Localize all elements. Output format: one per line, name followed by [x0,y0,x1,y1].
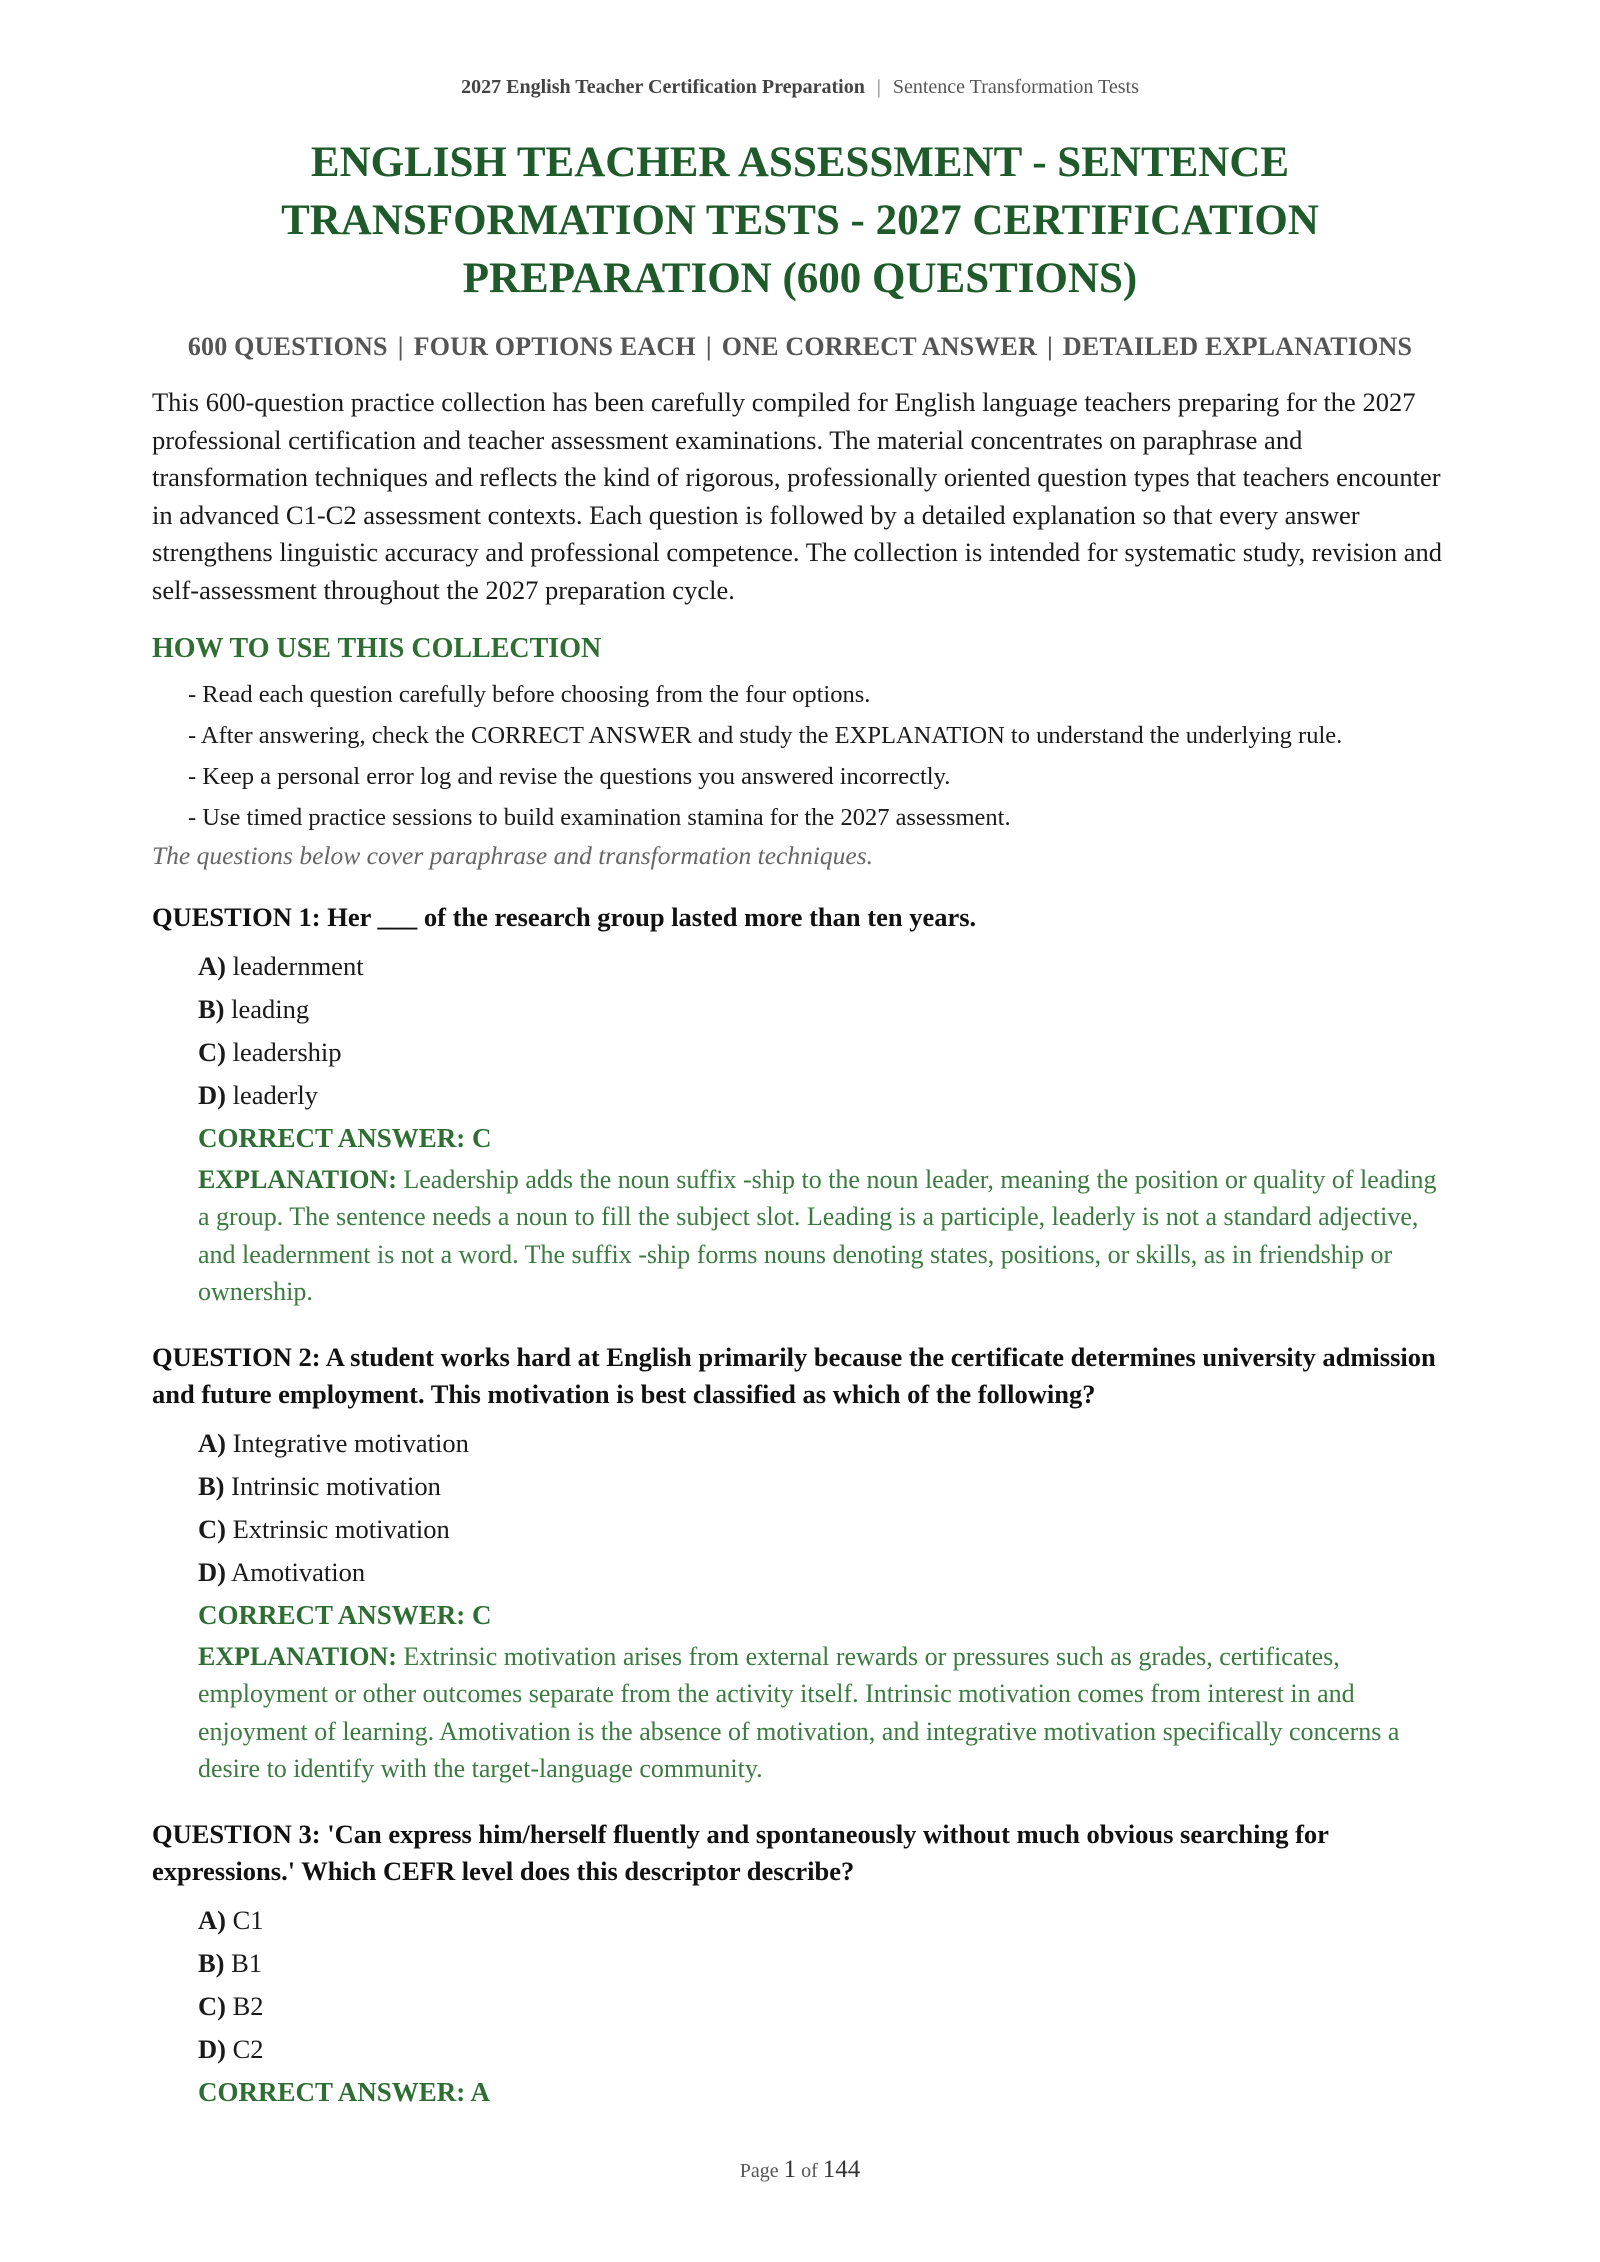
explanation [152,1638,1448,1788]
option-text: Intrinsic motivation [231,1470,441,1501]
option-text: leadership [232,1036,342,1067]
option-b [198,1942,1448,1985]
option-letter: C) [198,1513,226,1544]
howto-item: - After answering, check the CORRECT ANSWER and study the EXPLANATION to understand the underlying rule. [188,722,1343,749]
option-letter: B) [198,993,225,1024]
option-b [198,1465,1448,1508]
options-list [152,1899,1448,2071]
option-text: leading [231,993,310,1024]
option-letter: D) [198,2033,226,2064]
subtitle-separator: | [1046,332,1053,361]
subtitle-item: 600 QUESTIONS [187,332,388,361]
question-block [152,1816,1448,2113]
document-title: ENGLISH TEACHER ASSESSMENT - SENTENCE TRANSFORMATION TESTS - 2027 CERTIFICATION PREPARATION (600 QUESTIONS) [281,139,1319,302]
option-letter: B) [198,1947,225,1978]
footer-total-pages: 144 [822,2156,861,2183]
option-text: C2 [232,2033,264,2064]
explanation-text: Extrinsic motivation arises from external rewards or pressures such as grades, certificates, employment or other outcomes separate from the activity itself. Intrinsic motivation comes from interest in and enjoyment of learning. Amotivation is the absence of motivation, and integrative motivation specifically concerns a desire to identify with the target-language community. [198,1641,1400,1783]
option-d [198,2028,1448,2071]
howto-item: - Use timed practice sessions to build examination stamina for the 2027 assessment. [188,804,1011,831]
option-letter: D) [198,1556,226,1587]
correct-answer: CORRECT ANSWER: C [198,1122,492,1153]
howto-list [152,677,1448,835]
option-text: leadernment [232,950,364,981]
option-text: leaderly [232,1079,318,1110]
option-letter: C) [198,1036,226,1067]
intro-paragraph: This 600-question practice collection has been carefully compiled for English language teachers preparing for the 2027 professional certification and teacher assessment examinations. The material concentrates on paraphrase and transformation techniques and reflects the kind of rigorous, professionally oriented question types that teachers encounter in advanced C1-C2 assessment contexts. Each question is followed by a detailed explanation so that every answer strengthens linguistic accuracy and professional competence. The collection is intended for systematic study, revision and self-assessment throughout the 2027 preparation cycle. [152,387,1443,605]
explanation-label: EXPLANATION: [198,1641,397,1671]
options-list [152,945,1448,1117]
question-block [152,1339,1448,1788]
howto-item: - Keep a personal error log and revise the questions you answered incorrectly. [188,763,951,790]
option-c [198,1985,1448,2028]
option-text: B2 [232,1990,264,2021]
footer-middle: of [801,2160,818,2182]
question-block [152,899,1448,1311]
option-text: C1 [232,1904,264,1935]
option-text: Amotivation [231,1556,366,1587]
howto-item: - Read each question carefully before choosing from the four options. [188,681,871,708]
explanation-label: EXPLANATION: [198,1164,397,1194]
subtitle-separator: | [397,332,404,361]
howto-note: The questions below cover paraphrase and transformation techniques. [152,841,874,870]
correct-answer: CORRECT ANSWER: A [198,2076,491,2107]
footer-prefix: Page [739,2160,779,2182]
option-d [198,1551,1448,1594]
question-stem: QUESTION 3: 'Can express him/herself fluently and spontaneously without much obvious searching for expressions.' Which CEFR level does this descriptor describe? [152,1818,1329,1886]
subtitle-item: ONE CORRECT ANSWER [721,332,1037,361]
page-footer [0,2156,1600,2184]
option-letter: B) [198,1470,225,1501]
option-letter: D) [198,1079,226,1110]
question-stem: QUESTION 2: A student works hard at English primarily because the certificate determines university admission and future employment. This motivation is best classified as which of the following? [152,1341,1436,1409]
option-letter: A) [198,1427,226,1458]
subtitle-item: DETAILED EXPLANATIONS [1062,332,1413,361]
subtitle-separator: | [705,332,712,361]
subtitle-item: FOUR OPTIONS EACH [413,332,696,361]
option-d [198,1074,1448,1117]
option-letter: C) [198,1990,226,2021]
running-header-separator: | [876,76,881,98]
question-stem: QUESTION 1: Her ___ of the research group lasted more than ten years. [152,902,977,932]
option-a [198,1422,1448,1465]
running-header-left: 2027 English Teacher Certification Preparation [461,76,865,98]
options-list [152,1422,1448,1594]
explanation [152,1161,1448,1311]
footer-current-page: 1 [783,2156,797,2183]
option-text: Integrative motivation [232,1427,469,1458]
option-a [198,945,1448,988]
option-text: Extrinsic motivation [232,1513,450,1544]
howto-heading: HOW TO USE THIS COLLECTION [152,633,602,664]
option-c [198,1508,1448,1551]
option-letter: A) [198,950,226,981]
running-header [0,76,1600,99]
option-a [198,1899,1448,1942]
option-c [198,1031,1448,1074]
option-b [198,988,1448,1031]
document-subtitle [152,332,1448,362]
correct-answer: CORRECT ANSWER: C [198,1599,492,1630]
running-header-right: Sentence Transformation Tests [892,76,1139,98]
option-letter: A) [198,1904,226,1935]
explanation-text: Leadership adds the noun suffix -ship to the noun leader, meaning the position or quality of leading a group. The sentence needs a noun to fill the subject slot. Leading is a participle, leaderly is not a standard adjective, and leadernment is not a word. The suffix -ship forms nouns denoting states, positions, or skills, as in friendship or ownership. [198,1164,1437,1306]
option-text: B1 [231,1947,263,1978]
